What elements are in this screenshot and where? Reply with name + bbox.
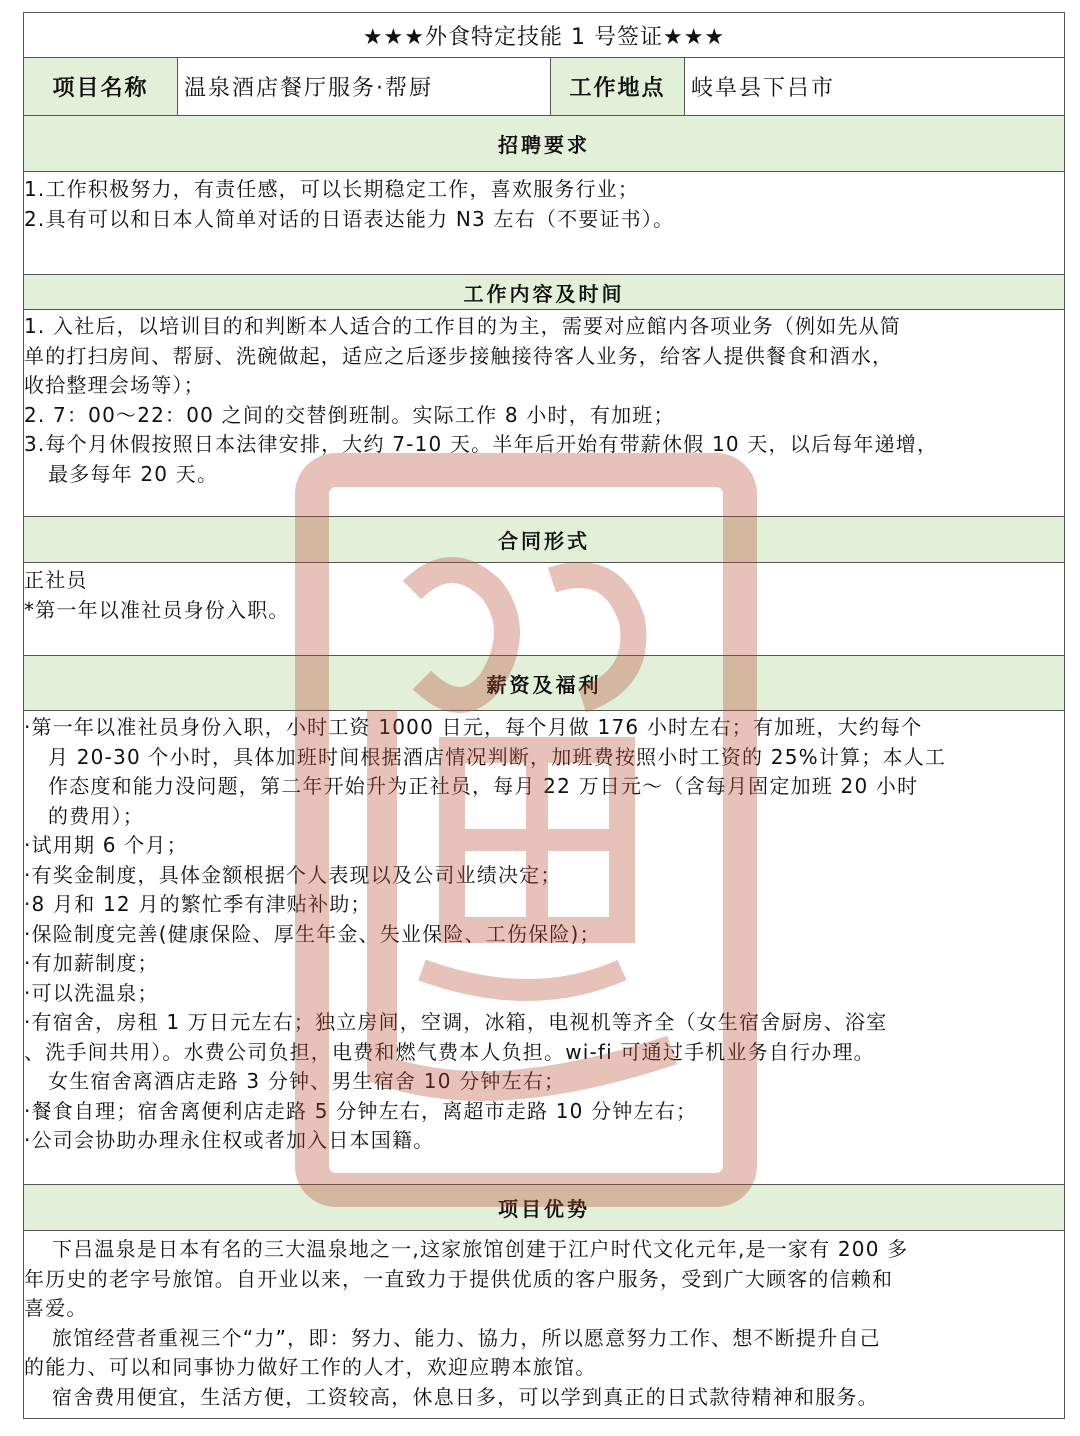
contract-line: *第一年以准社员身份入职。 (24, 597, 290, 622)
salary-line: 作态度和能力没问题，第二年开始升为正社员，每月 22 万日元～（含每月固定加班 20 小时 (48, 774, 919, 798)
salary-body (23, 711, 1065, 1185)
advantage-line: 的能力、可以和同事协力做好工作的人才，欢迎应聘本旅馆。 (24, 1355, 597, 1379)
work-line: 1. 入社后，以培训目的和判断本人适合的工作目的为主，需要对应館内各项业务（例如先从简 (24, 314, 902, 338)
salary-line: ·有奖金制度，具体金额根据个人表现以及公司业绩决定； (24, 862, 562, 887)
salary-line: 、洗手间共用）。水费公司负担，电费和燃气费本人负担。wi-fi 可通过手机业务自行办理。 (24, 1039, 875, 1064)
salary-line: ·公司会协助办理永住权或者加入日本国籍。 (24, 1128, 435, 1152)
salary-line: 的费用）； (48, 803, 144, 828)
contract-line: 正社员 (24, 568, 88, 592)
advantage-line: 喜爱。 (24, 1296, 88, 1320)
salary-line: ·有加薪制度； (24, 951, 159, 975)
salary-line: ·第一年以准社员身份入职，小时工资 1000 日元，每个月做 176 小时左右；有加班，大约每个 (24, 715, 923, 739)
work-line: 2. 7：00～22：00 之间的交替倒班制。实际工作 8 小时，有加班； (24, 402, 675, 427)
meta-row (23, 58, 1065, 116)
requirement-line: 2.具有可以和日本人简单对话的日语表达能力 N3 左右（不要证书）。 (24, 206, 675, 231)
document-title: ★★★外食特定技能 1 号签证★★★ (23, 12, 1065, 58)
advantages-heading: 项目优势 (23, 1185, 1065, 1231)
work-location-value: 岐阜县下吕市 (684, 58, 1063, 115)
salary-heading: 薪资及福利 (23, 655, 1065, 711)
contract-body (23, 563, 1065, 655)
salary-line: ·可以洗温泉； (24, 980, 159, 1005)
project-name-label: 项目名称 (24, 58, 177, 115)
salary-line: ·8 月和 12 月的繁忙季有津贴补助； (24, 892, 372, 916)
requirements-body (23, 172, 1065, 275)
advantage-line: 宿舍费用便宜，生活方便，工资较高，休息日多，可以学到真正的日式款待精神和服务。 (52, 1384, 879, 1409)
requirement-line: 1.工作积极努力，有责任感，可以长期稳定工作，喜欢服务行业； (24, 177, 640, 201)
project-name-value: 温泉酒店餐厅服务·帮厨 (177, 58, 550, 115)
advantage-line: 下吕温泉是日本有名的三大温泉地之一,这家旅馆创建于江户时代文化元年,是一家有 200 多 (52, 1237, 909, 1261)
job-posting-sheet (23, 12, 1065, 1419)
salary-line: ·餐食自理；宿舍离便利店走路 5 分钟左右，离超市走路 10 分钟左右； (24, 1098, 698, 1123)
requirements-heading: 招聘要求 (23, 116, 1065, 172)
advantage-line: 年历史的老字号旅馆。自开业以来，一直致力于提供优质的客户服务，受到广大顾客的信赖和 (24, 1266, 894, 1291)
work-line: 单的打扫房间、帮厨、洗碗做起，适应之后逐步接触接待客人业务，给客人提供餐食和酒水， (24, 343, 894, 368)
work-line: 收拾整理会场等）； (24, 373, 205, 397)
work-line: 3.每个月休假按照日本法律安排，大约 7-10 天。半年后开始有带薪休假 10 天，以后每年递增， (24, 432, 939, 456)
contract-heading: 合同形式 (23, 517, 1065, 563)
salary-line: ·保险制度完善(健康保险、厚生年金、失业保险、工伤保险)； (24, 921, 601, 946)
advantages-body (23, 1231, 1065, 1419)
work-body (23, 310, 1065, 517)
work-heading: 工作内容及时间 (23, 275, 1065, 310)
salary-line: ·试用期 6 个月； (24, 833, 188, 857)
salary-line: ·有宿舍，房租 1 万日元左右；独立房间，空调，冰箱，电视机等齐全（女生宿舍厨房、浴室 (24, 1010, 888, 1034)
advantage-line: 旅馆经营者重视三个“力”，即：努力、能力、協力，所以愿意努力工作、想不断提升自己 (52, 1325, 881, 1350)
salary-line: 月 20-30 个小时，具体加班时间根据酒店情况判断，加班费按照小时工资的 25%计算；本人工 (48, 744, 947, 769)
salary-line: 女生宿舍离酒店走路 3 分钟、男生宿舍 10 分钟左右； (48, 1069, 566, 1093)
work-location-label: 工作地点 (550, 58, 684, 115)
work-line: 最多每年 20 天。 (48, 461, 219, 486)
